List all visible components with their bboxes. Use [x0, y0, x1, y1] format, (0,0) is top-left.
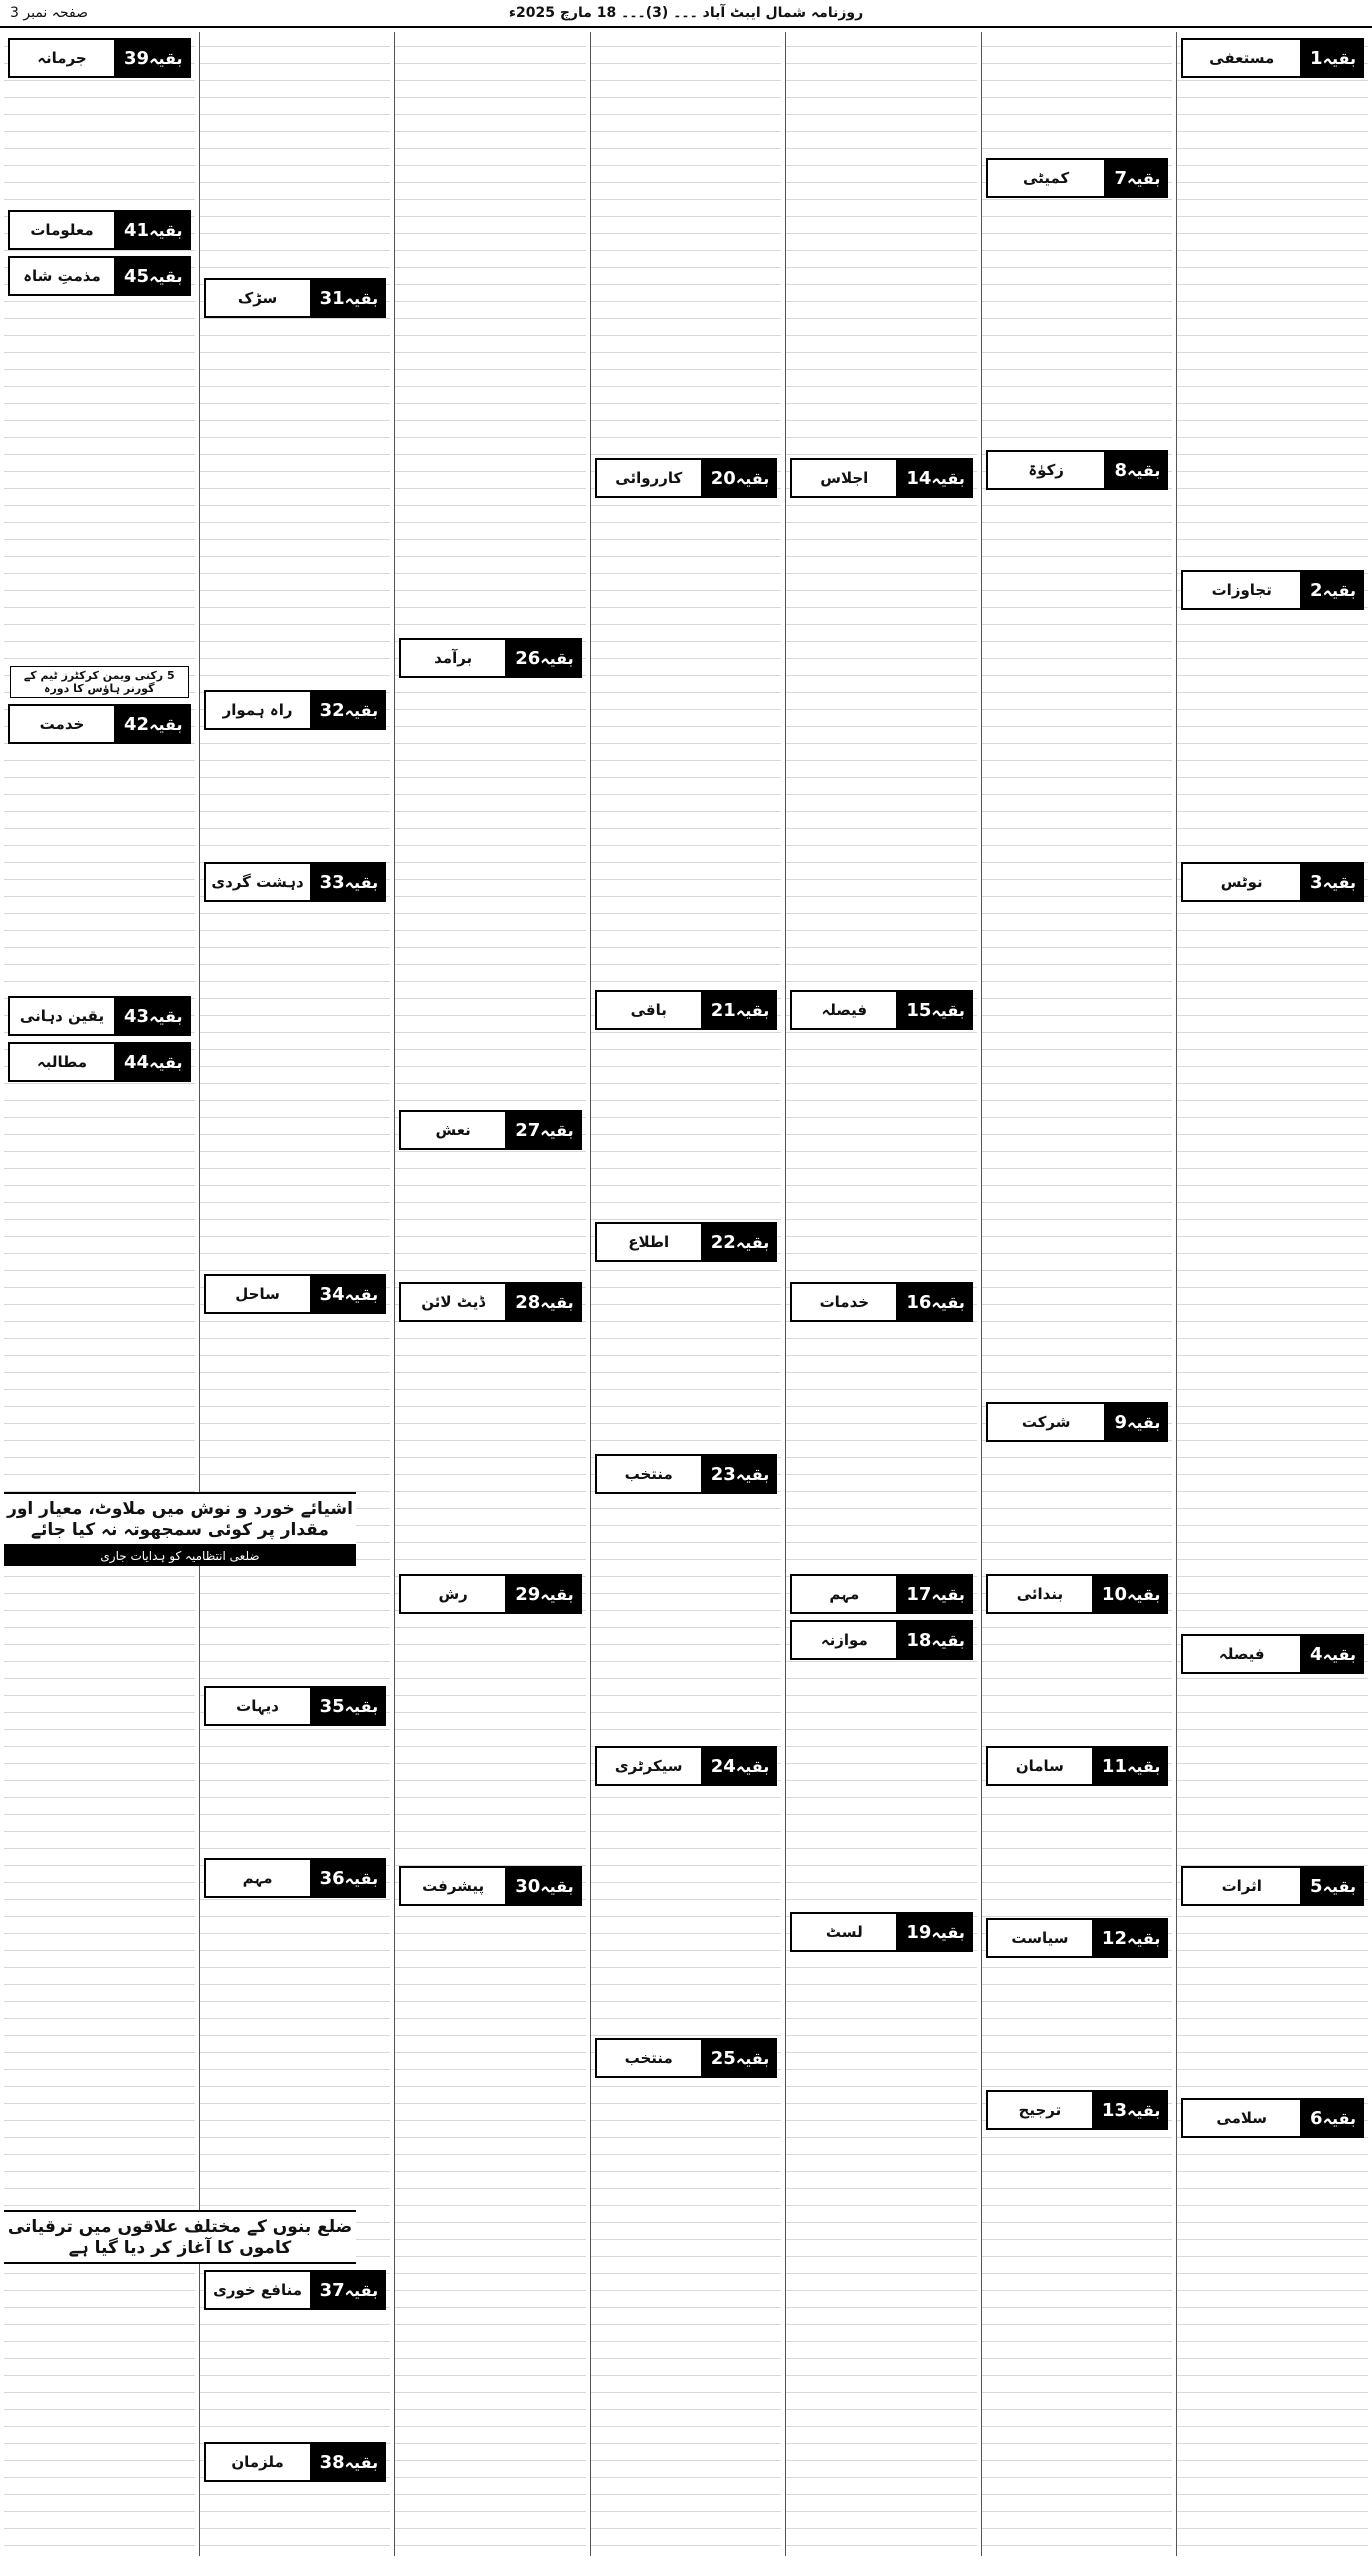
headline-text: ضلع بنوں کے مختلف علاقوں میں ترقیاتی کاموں کا آغاز کر دیا گیا ہے	[4, 2210, 356, 2264]
column-6	[199, 32, 391, 2556]
column-2	[981, 32, 1173, 2556]
continuation-box: بقیہ 32 راہ ہموار	[204, 690, 387, 730]
continuation-box: بقیہ 17 مہم	[790, 1574, 973, 1614]
continuation-box: بقیہ 11 سامان	[986, 1746, 1169, 1786]
headline-dev-works	[4, 2210, 356, 2264]
continuation-box: بقیہ 12 سیاست	[986, 1918, 1169, 1958]
continuation-box: بقیہ 22 اطلاع	[595, 1222, 778, 1262]
headline-text: اشیائے خورد و نوش میں ملاوٹ، معیار اور مقدار پر کوئی سمجھوتہ نہ کیا جائے	[4, 1492, 356, 1546]
continuation-box: بقیہ 5 اثرات	[1181, 1866, 1364, 1906]
column-5	[394, 32, 586, 2556]
continuation-box: بقیہ 18 موازنہ	[790, 1620, 973, 1660]
continuation-box: بقیہ 45 مذمتِ شاہ	[8, 256, 191, 296]
continuation-box: بقیہ 27 نعش	[399, 1110, 582, 1150]
continuation-box: بقیہ 35 دیہات	[204, 1686, 387, 1726]
continuation-box: بقیہ 34 ساحل	[204, 1274, 387, 1314]
headline-food-adulteration	[4, 1492, 356, 1566]
continuation-box: بقیہ 29 رش	[399, 1574, 582, 1614]
continuation-box: بقیہ 16 خدمات	[790, 1282, 973, 1322]
continuation-box: بقیہ 3 نوٹس	[1181, 862, 1364, 902]
continuation-box: بقیہ 23 منتخب	[595, 1454, 778, 1494]
continuation-box: بقیہ 14 اجلاس	[790, 458, 973, 498]
masthead-title: روزنامہ شمال ایبٹ آباد ۔۔۔ (3)۔۔۔ 18 مارچ 2025ء	[508, 5, 864, 21]
continuation-box: بقیہ 20 کارروائی	[595, 458, 778, 498]
masthead-bar	[0, 0, 1372, 28]
continuation-box: بقیہ 44 مطالبہ	[8, 1042, 191, 1082]
continuation-box: بقیہ 21 باقی	[595, 990, 778, 1030]
continuation-box: بقیہ 25 منتخب	[595, 2038, 778, 2078]
continuation-box: بقیہ 37 منافع خوری	[204, 2270, 387, 2310]
continuation-box: بقیہ 30 پیشرفت	[399, 1866, 582, 1906]
continuation-box: بقیہ 43 یقین دہانی	[8, 996, 191, 1036]
continuation-box: بقیہ 13 ترجیح	[986, 2090, 1169, 2130]
continuation-box: بقیہ 7 کمیٹی	[986, 158, 1169, 198]
continuation-box: بقیہ 4 فیصلہ	[1181, 1634, 1364, 1674]
continuation-box: بقیہ 2 تجاوزات	[1181, 570, 1364, 610]
continuation-box: بقیہ 28 ڈیٹ لائن	[399, 1282, 582, 1322]
continuation-box: بقیہ 33 دہشت گردی	[204, 862, 387, 902]
column-4	[590, 32, 782, 2556]
column-1	[1176, 32, 1368, 2556]
note-box: 5 رکنی ویمن کرکٹرز ٹیم کے گورنر ہاؤس کا دورہ	[10, 666, 189, 698]
continuation-box: بقیہ 39 جرمانہ	[8, 38, 191, 78]
continuation-box: بقیہ 8 زکوٰۃ	[986, 450, 1169, 490]
continuation-box: بقیہ 6 سلامی	[1181, 2098, 1364, 2138]
continuation-box: بقیہ 1 مستعفی	[1181, 38, 1364, 78]
continuation-box: بقیہ 9 شرکت	[986, 1402, 1169, 1442]
continuation-box: بقیہ 42 خدمت	[8, 704, 191, 744]
continuation-box: بقیہ 36 مہم	[204, 1858, 387, 1898]
continuation-box: بقیہ 15 فیصلہ	[790, 990, 973, 1030]
continuation-box: بقیہ 38 ملزمان	[204, 2442, 387, 2482]
continuation-box: بقیہ 24 سیکرٹری	[595, 1746, 778, 1786]
continuation-box: بقیہ 10 بندائی	[986, 1574, 1169, 1614]
continuation-box: بقیہ 19 لسٹ	[790, 1912, 973, 1952]
column-3	[785, 32, 977, 2556]
page-number: صفحہ نمبر 3	[10, 5, 88, 21]
headline-subtext: ضلعی انتظامیہ کو ہدایات جاری	[4, 1546, 356, 1566]
continuation-box: بقیہ 26 برآمد	[399, 638, 582, 678]
column-7	[4, 32, 195, 2556]
continuation-box: بقیہ 31 سڑک	[204, 278, 387, 318]
continuation-box: بقیہ 41 معلومات	[8, 210, 191, 250]
columns-container	[4, 32, 1368, 2556]
